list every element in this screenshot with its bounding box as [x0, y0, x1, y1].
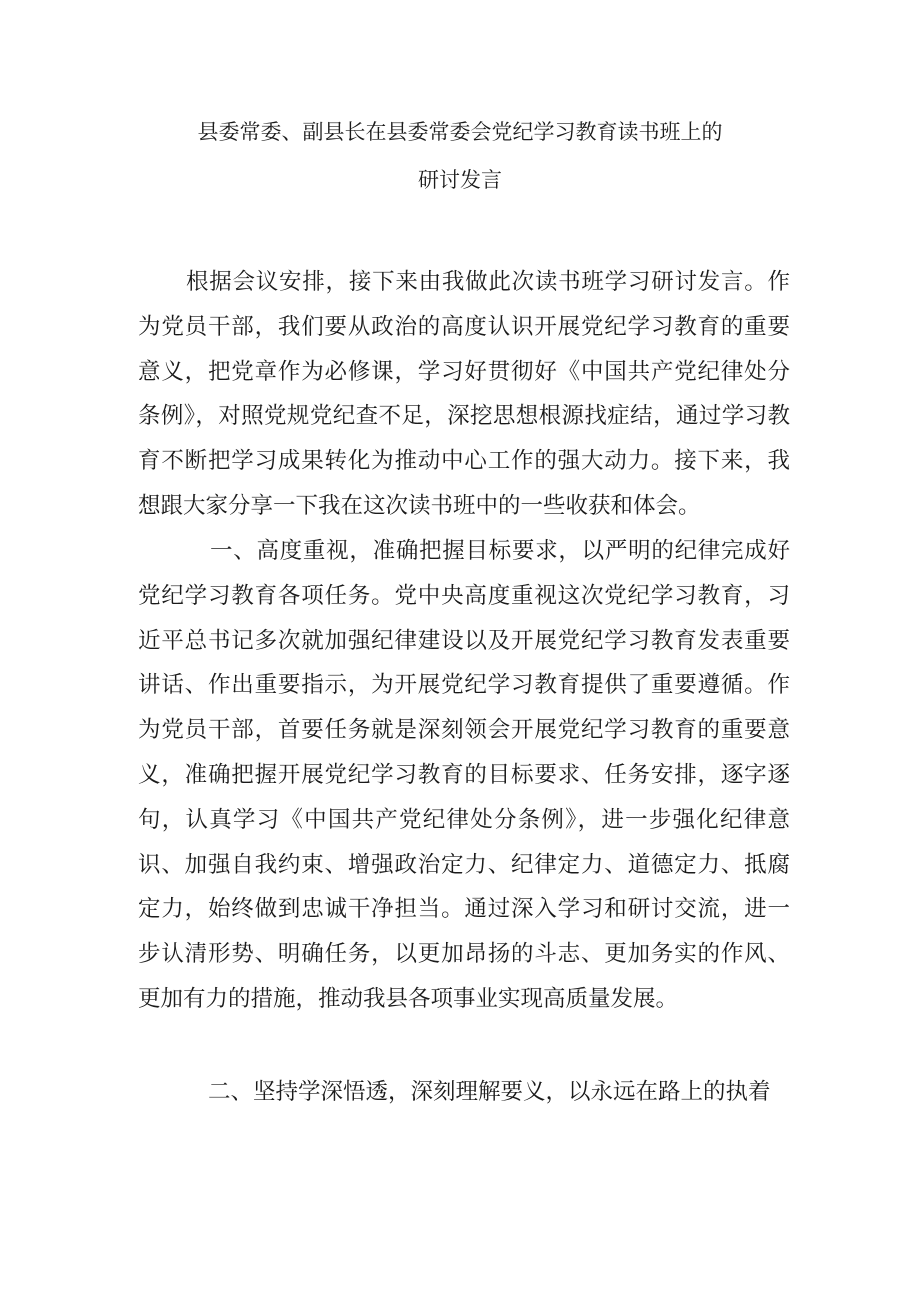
- paragraph-section-1: 一、高度重视，准确把握目标要求，以严明的纪律完成好党纪学习教育各项任务。党中央高度重视这次党纪学习教育，习近平总书记多次就加强纪律建设以及开展党纪学习教育发表重要讲话、作出重要指示，为开展党纪学习教育提供了重要遵循。作为党员干部，首要任务就是深刻领会开展党纪学习教育的重要意义，准确把握开展党纪学习教育的目标要求、任务安排，逐字逐句，认真学习《中国共产党纪律处分条例》，进一步强化纪律意识、加强自我约束、增强政治定力、纪律定力、道德定力、抵腐定力，始终做到忠诚干净担当。通过深入学习和研讨交流，进一步认清形势、明确任务，以更加昂扬的斗志、更加务实的作风、更加有力的措施，推动我县各项事业实现高质量发展。: [138, 538, 790, 1012]
- paragraph-section-2: 二、坚持学深悟透，深刻理解要义，以永远在路上的执着: [208, 1079, 771, 1105]
- paragraph-intro: 根据会议安排，接下来由我做此次读书班学习研讨发言。作为党员干部，我们要从政治的高度认识开展党纪学习教育的重要意义，把党章作为必修课，学习好贯彻好《中国共产党纪律处分条例》，对照党规党纪查不足，深挖思想根源找症结，通过学习教育不断把学习成果转化为推动中心工作的强大动力。接下来，我想跟大家分享一下我在这次读书班中的一些收获和体会。: [138, 269, 790, 519]
- document-title-line-2: 研讨发言: [418, 168, 502, 192]
- document-title-line-1: 县委常委、副县长在县委常委会党纪学习教育读书班上的: [197, 120, 723, 144]
